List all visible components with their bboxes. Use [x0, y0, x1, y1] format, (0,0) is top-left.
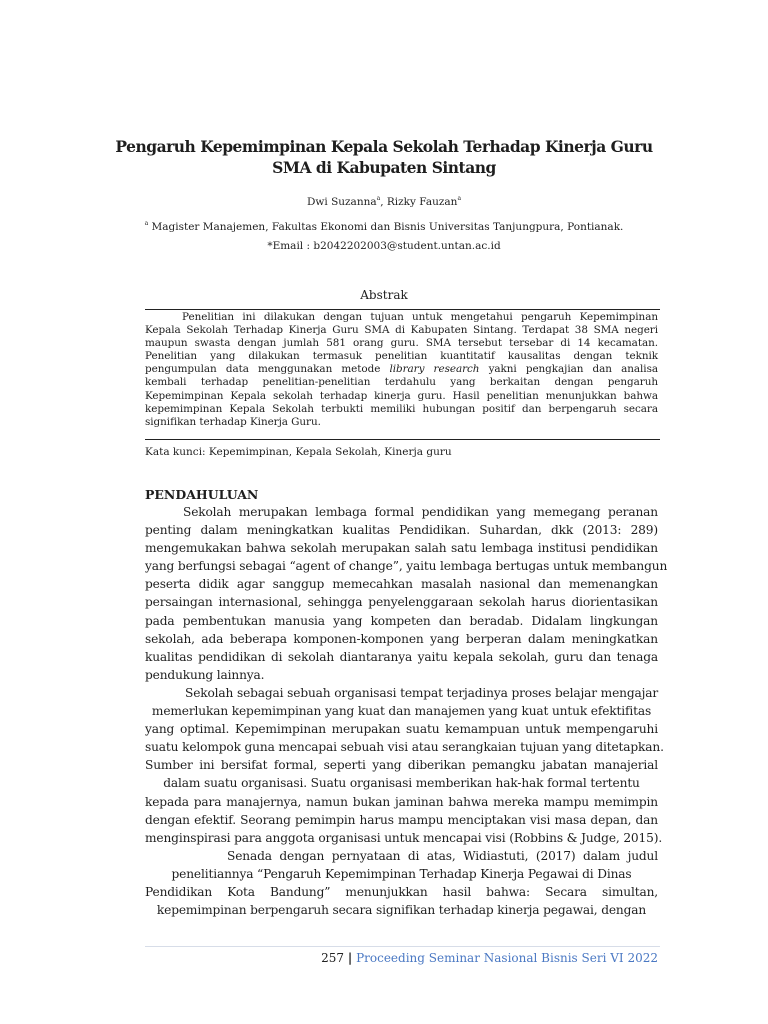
page-footer [321, 950, 658, 966]
body-line: memerlukan kepemimpinan yang kuat dan manajemen yang kuat untuk efektifitas [151, 704, 652, 719]
affiliation-text: Magister Manajemen, Fakultas Ekonomi dan Bisnis Universitas Tanjungpura, Pontianak. [148, 221, 624, 233]
author-2-sup: a [457, 195, 462, 202]
section-heading-pendahuluan: PENDAHULUAN [145, 487, 259, 502]
body-line: sekolah, ada beberapa komponen-komponen yang berperan dalam meningkatkan [145, 631, 658, 646]
corresponding-email: *Email : b2042202003@student.untan.ac.id [267, 240, 501, 252]
intro-body [145, 503, 668, 919]
body-line: Sekolah merupakan lembaga formal pendidikan yang memegang peranan [183, 505, 658, 519]
abstract-line: Penelitian yang dilakukan termasuk penelitian kuantitatif kausalitas dengan teknik [145, 350, 658, 363]
body-line: dengan efektif. Seorang pemimpin harus mampu menciptakan visi masa depan, dan [145, 812, 658, 827]
abstract-top-rule [145, 309, 660, 310]
body-line: kepada para manajernya, namun bukan jaminan bahwa mereka mampu memimpin [145, 794, 658, 809]
abstract-line-part: pengumpulan data menggunakan metode [145, 363, 390, 376]
abstract-body [145, 311, 658, 429]
body-line: suatu kelompok guna mencapai sebuah visi atau serangkaian tujuan yang ditetapkan. [145, 740, 664, 755]
abstract-line: signifikan terhadap Kinerja Guru. [145, 415, 321, 428]
abstract-line-part: yakni pengkajian dan analisa [479, 363, 658, 376]
author-2: , Rizky Fauzan [380, 196, 458, 208]
body-line: penelitiannya “Pengaruh Kepemimpinan Terhadap Kinerja Pegawai di Dinas [171, 866, 632, 881]
body-line: dalam suatu organisasi. Suatu organisasi memberikan hak-hak formal tertentu [163, 776, 640, 791]
body-line: pada pembentukan manusia yang kompeten dan beradab. Didalam lingkungan [145, 613, 658, 628]
body-line: kualitas pendidikan di sekolah diantaranya yaitu kepala sekolah, guru dan tenaga [145, 649, 658, 664]
body-line: persaingan internasional, sehingga penyelenggaraan sekolah harus diorientasikan [145, 595, 658, 610]
body-line: yang optimal. Kepemimpinan merupakan suatu kemampuan untuk mempengaruhi [145, 722, 658, 737]
abstract-line [145, 363, 658, 376]
abstract-line: Penelitian ini dilakukan dengan tujuan untuk mengetahui pengaruh Kepemimpinan [182, 311, 658, 323]
paper-title [110, 136, 658, 178]
abstract-line: maupun swasta dengan jumlah 581 orang guru. SMA tersebut tersebar di 14 kecamatan. [145, 337, 658, 350]
title-line-1: Pengaruh Kepemimpinan Kepala Sekolah Terhadap Kinerja Guru [115, 137, 653, 156]
keywords: Kata kunci: Kepemimpinan, Kepala Sekolah, Kinerja guru [145, 446, 452, 458]
body-line: penting dalam meningkatkan kualitas Pendidikan. Suhardan, dkk (2013: 289) [145, 523, 658, 538]
title-line-2: SMA di Kabupaten Sintang [272, 158, 496, 177]
body-line: peserta didik agar sanggup memecahkan masalah nasional dan memenangkan [145, 577, 658, 592]
abstract-line: Kepemimpinan Kepala sekolah terhadap kinerja guru. Hasil penelitian menunjukkan bahwa [145, 389, 658, 402]
abstract-italic-term: library research [389, 363, 480, 376]
abstract-line: kepemimpinan Kepala Sekolah terbukti memiliki hubungan positif dan berpengaruh secara [145, 402, 658, 415]
footer-rule [145, 946, 660, 947]
body-line: Sekolah sebagai sebuah organisasi tempat terjadinya proses belajar mengajar [185, 685, 659, 700]
body-line: Pendidikan Kota Bandung” menunjukkan hasil bahwa: Secara simultan, [145, 884, 658, 899]
author-1: Dwi Suzanna [306, 196, 377, 208]
body-line: yang berfungsi sebagai “agent of change”, yaitu lembaga bertugas untuk membangun [145, 559, 668, 574]
affiliation-sup: a [144, 220, 149, 227]
abstract-heading: Abstrak [360, 288, 408, 302]
author-1-sup: a [376, 195, 381, 202]
authors [110, 195, 658, 209]
body-line: menginspirasi para anggota organisasi untuk mencapai visi (Robbins & Judge, 2015). [145, 830, 663, 845]
affiliation [110, 220, 658, 234]
page-number: 257 [321, 951, 345, 965]
body-line: mengemukakan bahwa sekolah merupakan salah satu lembaga institusi pendidikan [145, 541, 658, 556]
body-line: Sumber ini bersifat formal, seperti yang diberikan pemangku jabatan manajerial [145, 758, 658, 773]
body-line: Senada dengan pernyataan di atas, Widiastuti, (2017) dalam judul [227, 848, 658, 863]
abstract-bottom-rule [145, 439, 660, 440]
abstract-line: Kepala Sekolah Terhadap Kinerja Guru SMA di Kabupaten Sintang. Terdapat 38 SMA negeri [145, 324, 658, 337]
body-line: kepemimpinan berpengaruh secara signifikan terhadap kinerja pegawai, dengan [156, 903, 647, 918]
footer-separator: | [347, 951, 353, 965]
body-line: pendukung lainnya. [145, 667, 265, 682]
abstract-line: kembali terhadap penelitian-penelitian terdahulu yang berkaitan dengan pengaruh [145, 376, 658, 389]
proceeding-name: Proceeding Seminar Nasional Bisnis Seri VI 2022 [356, 951, 658, 965]
